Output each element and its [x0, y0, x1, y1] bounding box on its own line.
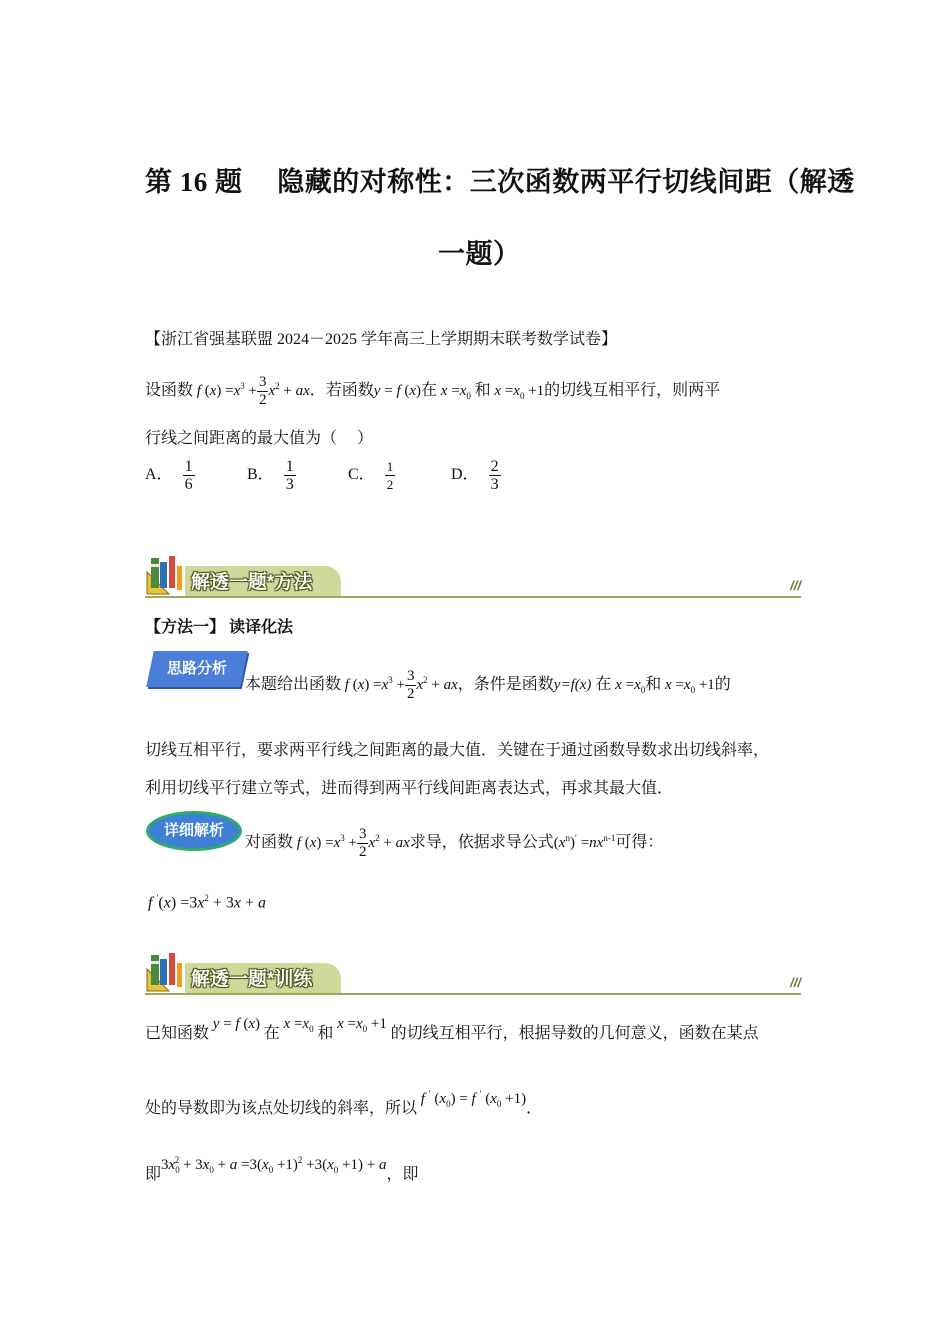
problem-statement-line1: 设函数 f $(x) =x^3$ + $\frac{3}{2}$ $x^2$ + ax．若函数y = f (x)在 $x =x_0$ 和 $x =x_0 +1$的切线互相平行，则两平 — [145, 374, 721, 409]
problem-statement-line2: 行线之间距离的最大值为（ ） — [145, 430, 374, 447]
books-pencil-icon — [145, 552, 189, 596]
section-header-training — [145, 951, 801, 995]
option-a[interactable]: A． $\frac{1}{6}$ — [145, 458, 193, 493]
badge-detailed: 详细解析 — [146, 811, 242, 851]
training-line3: 即$3x_0^2 + 3x_0 + a =3(x_0 +1)^2 +3(x_0 +1) + a$，即 — [145, 1155, 419, 1183]
option-d[interactable]: D． $\frac{2}{3}$ — [451, 458, 499, 493]
analysis-line1: 本题给出函数 f $(x) =x^3$ + $\frac{3}{2}$ $x^2$ + ax，条件是函数y=f(x) 在 $x =x_0$和 $x =x_0 +1$的 — [245, 668, 731, 703]
analysis-line2: 切线互相平行，要求两平行线之间距离的最大值．关键在于通过函数导数求出切线斜率， — [145, 742, 770, 759]
section-slashes: /// — [790, 975, 801, 990]
method1-heading: 【方法一】 读译化法 — [145, 619, 294, 636]
section-label-training: 解透一题*训练 — [191, 969, 313, 990]
section-label-method: 解透一题*方法 — [191, 572, 313, 593]
section-header-method — [145, 554, 801, 598]
badge-analysis: 思路分析 — [146, 651, 248, 687]
option-c[interactable]: C． $\frac{1}{2}$ — [348, 459, 394, 492]
page-title-line2: 一题） — [438, 239, 521, 269]
section-slashes: /// — [790, 578, 801, 593]
training-line2: 处的导数即为该点处切线的斜率，所以 f ′ $(x_0) = f$ ′ $(x_0 +1)$． — [145, 1089, 543, 1117]
option-b[interactable]: B． $\frac{1}{3}$ — [247, 458, 294, 493]
training-line1: 已知函数 y = f (x) 在 $x =x_0$ 和 $x =x_0 +1$ 的切线互相平行，根据导数的几何意义，函数在某点 — [145, 1016, 759, 1042]
analysis-line3: 利用切线平行建立等式，进而得到两平行线间距离表达式，再求其最大值． — [145, 780, 674, 797]
page-title: 第 16 题 隐藏的对称性：三次函数两平行切线间距（解透 — [145, 167, 855, 197]
problem-source: 【浙江省强基联盟 2024－2025 学年高三上学期期末联考数学试卷】 — [145, 331, 618, 348]
derivative-formula: f $'(x) =3x^2 + 3x + a$ — [148, 893, 266, 912]
detailed-line1: 对函数 f $(x) =x^3$ + $\frac{3}{2}$ $x^2$ + ax求导，依据求导公式$(x^n)' =nx^{n-1}$可得： — [245, 826, 664, 861]
books-pencil-icon — [145, 949, 189, 993]
